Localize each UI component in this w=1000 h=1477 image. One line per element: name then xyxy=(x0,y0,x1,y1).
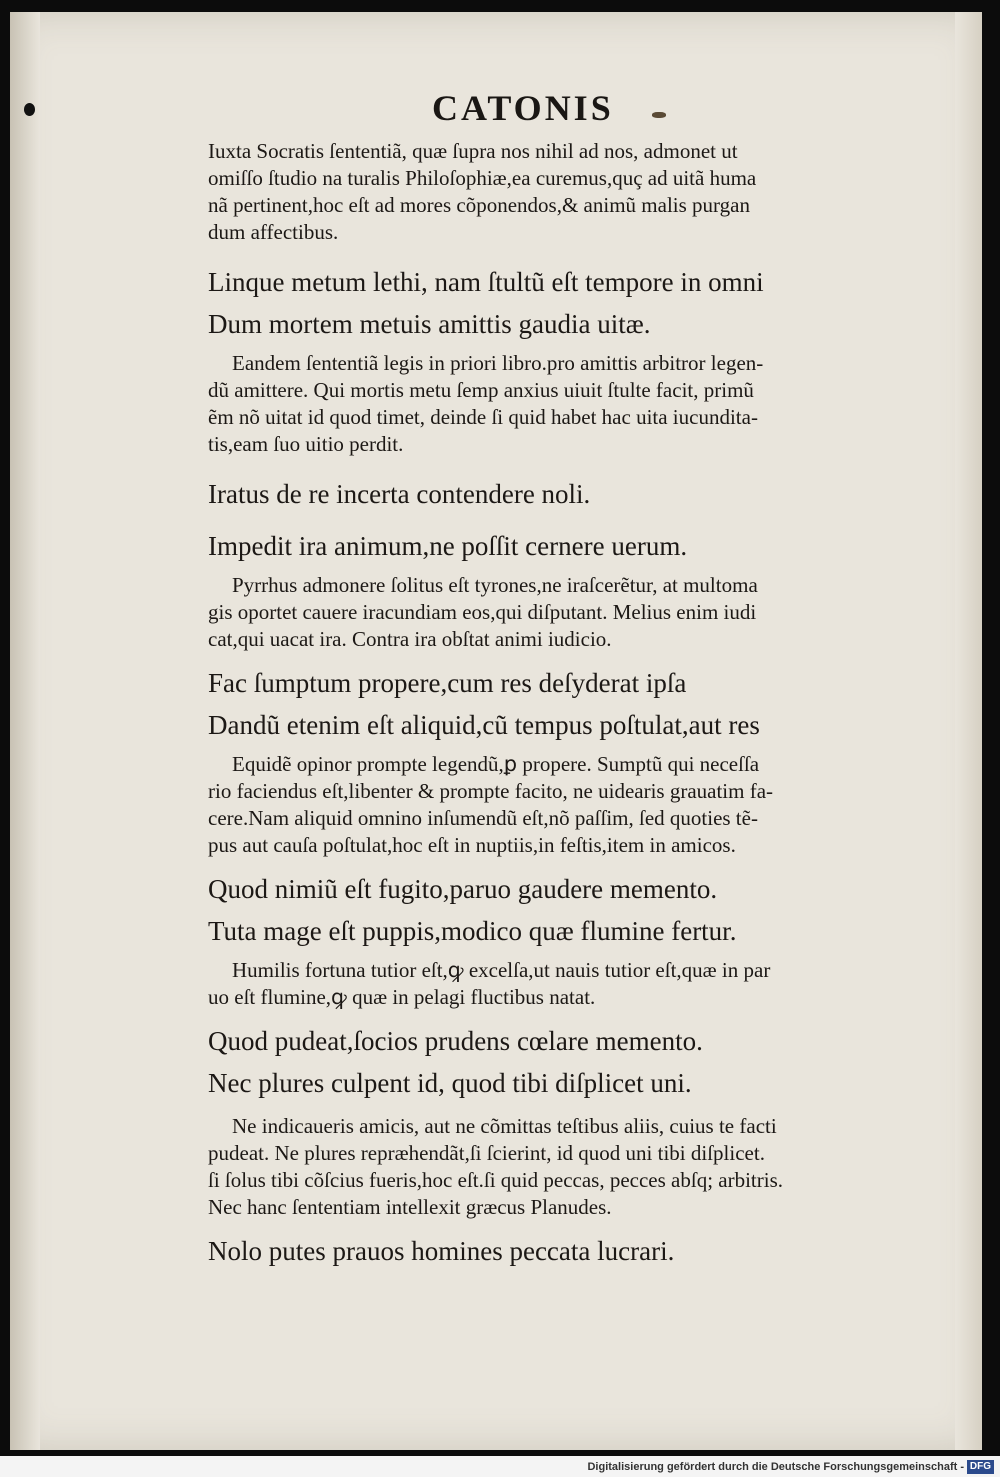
commentary-paragraph xyxy=(208,957,908,1011)
verse-line: Tuta mage eſt puppis,modico quæ flumine fertur. xyxy=(208,916,737,946)
verse-line: Dum mortem metuis amittis gaudia uitæ. xyxy=(208,309,651,339)
commentary-line: ſi ſolus tibi cõſcius fueris,hoc eſt.ſi quid peccas, pecces abſq; arbitris. xyxy=(208,1168,784,1192)
commentary-line: Eandem ſententiã legis in priori libro.pro amittis arbitror legen- xyxy=(232,351,764,375)
verse-line: Linque metum lethi, nam ſtultũ eſt tempore in omni xyxy=(208,267,764,297)
verse-line: Iratus de re incerta contendere noli. xyxy=(208,479,591,509)
funding-credit: Digitalisierung gefördert durch die Deutsche Forschungsgemeinschaft - xyxy=(587,1461,964,1473)
commentary-line: Equidẽ opinor prompte legendũ,ꝑ propere. Sumptũ qui neceſſa xyxy=(232,752,760,776)
verse-line: Fac ſumptum propere,cum res deſyderat ipſa xyxy=(208,668,687,698)
commentary-line: pudeat. Ne plures repræhendãt,ſi ſcierint, id quod uni tibi diſplicet. xyxy=(208,1141,765,1165)
commentary-line: cat,qui uacat ira. Contra ira obſtat animi iudicio. xyxy=(208,627,612,651)
verse-line: Nolo putes prauos homines peccata lucrari. xyxy=(208,1236,675,1266)
commentary-paragraph xyxy=(208,138,908,246)
commentary-paragraph xyxy=(208,572,908,653)
commentary-line: dũ amittere. Qui mortis metu ſemp anxius uiuit ſtulte facit, primũ xyxy=(208,378,754,402)
page-edge-shadow xyxy=(955,12,982,1450)
commentary-line: uo eſt flumine,ꝙ quæ in pelagi fluctibus natat. xyxy=(208,985,596,1009)
commentary-line: Ne indicaueris amicis, aut ne cõmittas teſtibus aliis, cuius te facti xyxy=(232,1114,777,1138)
running-head: CATONIS xyxy=(432,88,614,128)
commentary-paragraph xyxy=(208,751,908,859)
commentary-line: nã pertinent,hoc eſt ad mores cõponendos,& animũ malis purgan xyxy=(208,193,750,217)
dfg-logo: DFG xyxy=(967,1460,994,1474)
verse-line: Nec plures culpent id, quod tibi diſplicet uni. xyxy=(208,1068,692,1098)
commentary-line: cere.Nam aliquid omnino inſumendũ eſt,nõ paſſim, ſed quoties tẽ- xyxy=(208,806,758,830)
commentary-line: Humilis fortuna tutior eſt,ꝙ excelſa,ut nauis tutior eſt,quæ in par xyxy=(232,958,771,982)
commentary-paragraph xyxy=(208,350,908,458)
commentary-line: rio faciendus eſt,libenter & prompte facito, ne uidearis grauatim fa- xyxy=(208,779,774,803)
commentary-line: gis oportet cauere iracundiam eos,qui diſputant. Melius enim iudi xyxy=(208,600,757,624)
verse-line: Impedit ira animum,ne poſſit cernere uerum. xyxy=(208,531,688,561)
commentary-line: Pyrrhus admonere ſolitus eſt tyrones,ne iraſcerẽtur, at multoma xyxy=(232,573,758,597)
verse-line: Dandũ etenim eſt aliquid,cũ tempus poſtulat,aut res xyxy=(208,710,760,740)
binding-hole xyxy=(24,103,35,116)
commentary-paragraph xyxy=(208,1113,908,1221)
commentary-line: Nec hanc ſententiam intellexit græcus Planudes. xyxy=(208,1195,612,1219)
verse-line: Quod pudeat,ſocios prudens cœlare memento. xyxy=(208,1026,703,1056)
commentary-line: omiſſo ſtudio na turalis Philoſophiæ,ea curemus,quç ad uitã huma xyxy=(208,166,757,190)
commentary-line: Iuxta Socratis ſententiã, quæ ſupra nos nihil ad nos, admonet ut xyxy=(208,139,738,163)
commentary-line: pus aut cauſa poſtulat,hoc eſt in nuptiis,in feſtis,item in amicos. xyxy=(208,833,736,857)
verse-line: Quod nimiũ eſt fugito,paruo gaudere memento. xyxy=(208,874,718,904)
text-column xyxy=(208,138,908,1267)
ink-blot xyxy=(652,112,666,118)
commentary-line: ẽm nõ uitat id quod timet, deinde ſi quid habet hac uita iucundita- xyxy=(208,405,758,429)
page-gutter-shadow xyxy=(10,12,40,1450)
commentary-line: tis,eam ſuo uitio perdit. xyxy=(208,432,404,456)
commentary-line: dum affectibus. xyxy=(208,220,339,244)
